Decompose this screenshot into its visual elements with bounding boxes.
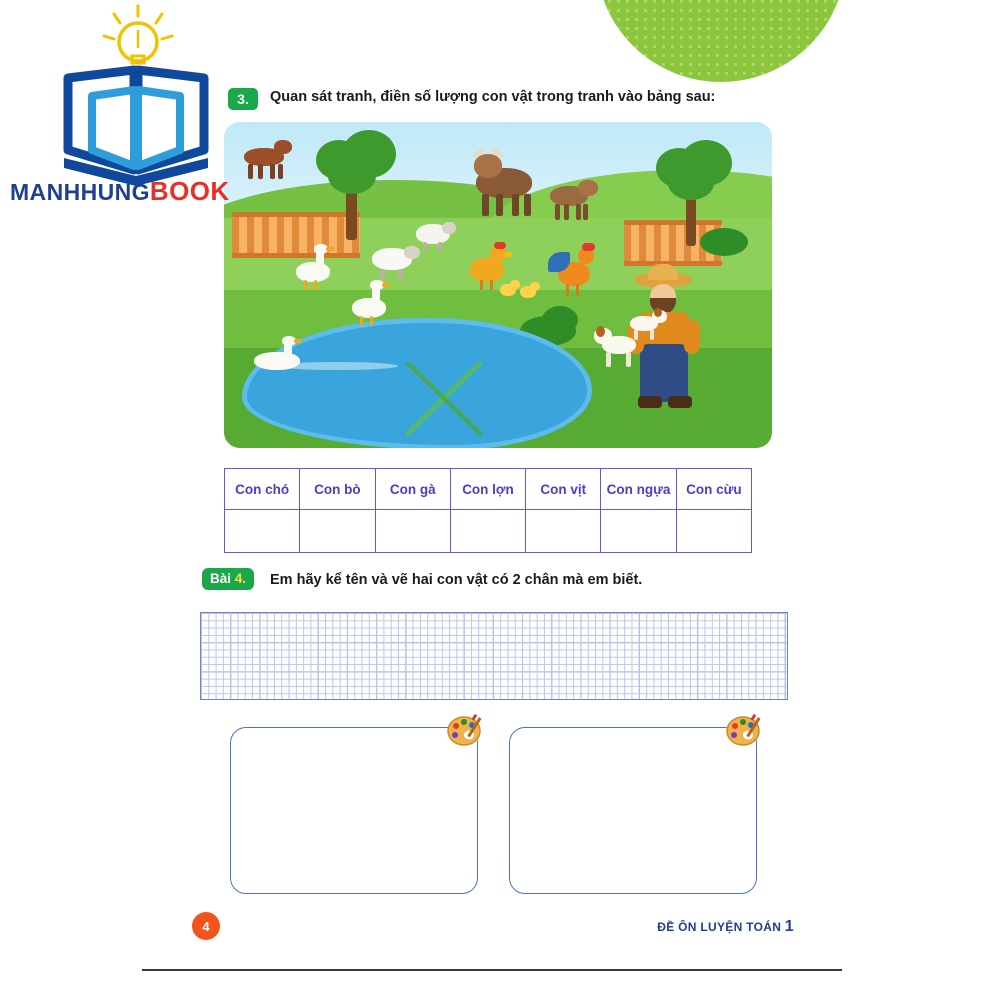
- answer-cell[interactable]: [450, 510, 525, 553]
- footer-book-title: [657, 918, 794, 936]
- answer-cell[interactable]: [225, 510, 300, 553]
- table-header-cell: Con gà: [375, 469, 450, 510]
- answer-cell[interactable]: [601, 510, 676, 553]
- blob-dot-pattern: [596, 0, 846, 82]
- chick-2-head: [530, 282, 540, 291]
- exercise-4-badge: [202, 568, 254, 590]
- farmer-arm-right: [684, 320, 700, 354]
- hen-leg-1: [480, 280, 483, 290]
- goose-2-leg-1: [360, 316, 363, 326]
- table-header-cell: Con ngựa: [601, 469, 676, 510]
- tree-foliage-left-3: [328, 158, 376, 194]
- exercise-4-badge-label: Bài: [210, 571, 232, 586]
- hen-comb: [494, 242, 506, 249]
- paint-palette-icon: [726, 714, 768, 748]
- hen-beak: [505, 252, 512, 257]
- table-row: [225, 510, 752, 553]
- sheep-2: [370, 244, 424, 280]
- goose-2-leg-2: [370, 316, 373, 326]
- farmer-hat-crown: [648, 264, 678, 280]
- chick-1-head: [510, 280, 520, 289]
- watermark-logo: [6, 0, 296, 210]
- goose-1: [296, 244, 336, 292]
- dog-2-leg-1: [634, 329, 638, 340]
- cow-leg-4: [524, 194, 531, 216]
- dog-2-ear: [654, 308, 662, 317]
- goose-2: [352, 280, 392, 328]
- rooster-leg-1: [566, 284, 569, 296]
- farm-scene-illustration: [224, 122, 772, 448]
- decorative-green-blob: [596, 0, 846, 82]
- answer-cell[interactable]: [676, 510, 751, 553]
- table-header-cell: Con bò: [300, 469, 375, 510]
- sheep-2-head: [404, 246, 420, 259]
- brand-part-1: MANHHUNG: [10, 179, 150, 205]
- tree-foliage-right-3: [668, 166, 714, 200]
- paint-palette-icon: [447, 714, 489, 748]
- hen-leg-2: [490, 280, 493, 290]
- table-header-cell: Con lợn: [450, 469, 525, 510]
- exercise-4-badge-number: 4.: [234, 571, 247, 586]
- chick-1: [500, 280, 520, 298]
- animal-count-table: [224, 468, 752, 553]
- table-header-cell: Con chó: [225, 469, 300, 510]
- page-bottom-rule: [142, 969, 842, 971]
- calf-leg-4: [583, 204, 588, 220]
- exercise-3-instruction: Quan sát tranh, điền số lượng con vật trong tranh vào bảng sau:: [270, 89, 716, 105]
- rooster-leg-2: [576, 284, 579, 296]
- sheep-2-leg-2: [398, 269, 403, 280]
- calf: [546, 178, 600, 222]
- dog-1-leg-1: [606, 352, 611, 367]
- dog-1-leg-2: [626, 352, 631, 367]
- dog-2-leg-2: [650, 329, 654, 340]
- brand-part-2: BOOK: [149, 176, 230, 206]
- table-header-cell: Con cừu: [676, 469, 751, 510]
- chick-2: [520, 282, 540, 300]
- answer-cell[interactable]: [300, 510, 375, 553]
- footer-title-text: ĐỀ ÔN LUYỆN TOÁN: [657, 920, 782, 934]
- bush-center-2: [542, 306, 578, 334]
- goose-swimming-body: [254, 352, 300, 370]
- grass-tuft: [406, 362, 482, 436]
- calf-leg-3: [576, 204, 581, 220]
- cow-leg-3: [512, 194, 519, 216]
- sheep-1-leg-2: [438, 242, 442, 252]
- rooster: [550, 246, 604, 300]
- cow-leg-1: [482, 194, 489, 216]
- farmer-overalls: [640, 344, 688, 402]
- goose-swimming-beak: [294, 339, 302, 343]
- calf-leg-1: [555, 204, 560, 220]
- dog-1-ear: [596, 326, 605, 337]
- calf-head: [578, 180, 598, 196]
- dog-2: [628, 308, 672, 342]
- cow: [472, 150, 548, 218]
- goose-swimming: [254, 338, 310, 372]
- table-header-cell: Con vịt: [526, 469, 601, 510]
- table-header-row: [225, 469, 752, 510]
- answer-cell[interactable]: [375, 510, 450, 553]
- goose-1-beak: [326, 247, 334, 251]
- goose-1-leg-2: [314, 280, 317, 290]
- exercise-3-number-badge: 3.: [228, 88, 258, 110]
- footer-book-number: 1: [784, 918, 794, 935]
- handwriting-grid[interactable]: [200, 612, 788, 700]
- exercise-4-instruction: Em hãy kể tên và vẽ hai con vật có 2 chân mà em biết.: [270, 572, 643, 588]
- farmer-boot-right: [668, 396, 692, 408]
- bush-right-1: [700, 228, 748, 256]
- watermark-brand-text: [10, 176, 230, 207]
- page-number-badge: 4: [192, 912, 220, 940]
- animal-count-table-wrapper: [224, 468, 752, 553]
- drawing-box-1[interactable]: [230, 727, 478, 894]
- cow-leg-2: [496, 194, 503, 216]
- drawing-box-2[interactable]: [509, 727, 757, 894]
- goose-1-leg-1: [304, 280, 307, 290]
- farmer-boot-left: [638, 396, 662, 408]
- rooster-comb: [582, 243, 595, 251]
- goose-2-beak: [382, 283, 390, 287]
- goose-2-body: [352, 298, 386, 318]
- answer-cell[interactable]: [526, 510, 601, 553]
- cow-head: [474, 154, 502, 178]
- calf-leg-2: [564, 204, 569, 220]
- sheep-2-leg-1: [380, 269, 385, 280]
- sheep-1-head: [442, 222, 456, 234]
- goose-1-body: [296, 262, 330, 282]
